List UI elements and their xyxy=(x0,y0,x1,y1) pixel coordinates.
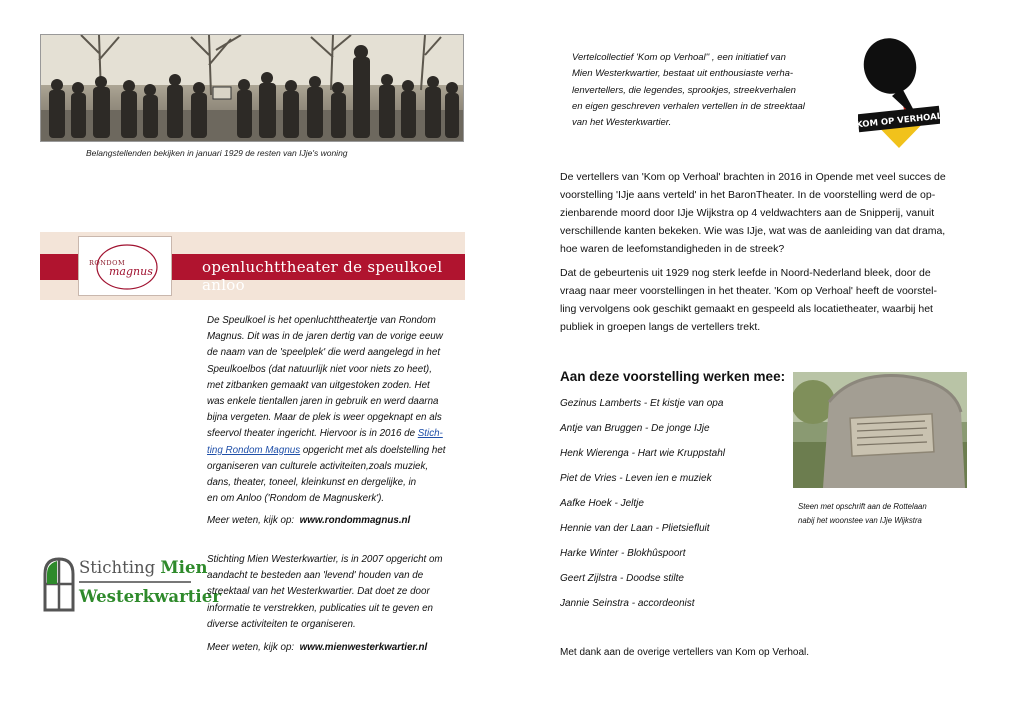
photo-caption: Belangstellenden bekijken in januari 1929 de resten van IJje's woning xyxy=(86,148,348,158)
cast-item: Piet de Vries - Leven ien e muziek xyxy=(560,473,712,484)
historic-crowd-photo xyxy=(40,34,464,142)
memorial-stone-photo xyxy=(793,372,967,488)
rondommagnus-url[interactable]: www.rondommagnus.nl xyxy=(299,515,411,526)
stichting-mien-logo: Stichting Mien Westerkwartier xyxy=(42,556,192,612)
meer-weten-mien: Meer weten, kijk op: www.mienwesterkwartier.nl xyxy=(207,642,428,653)
cast-item: Antje van Bruggen - De jonge IJje xyxy=(560,423,710,434)
cast-heading: Aan deze voorstelling werken mee: xyxy=(560,369,786,384)
kom-op-verhoal-logo xyxy=(858,36,940,154)
cast-item: Jannie Seinstra - accordeonist xyxy=(560,598,695,609)
speulkoel-paragraph: De Speulkoel is het openluchttheatertje van Rondom Magnus. Dit was in de jaren dertig van de vorige eeuw de naam van de 'speelplek' die werd aangelegd in het Speulkoelbos (dat natuurlijk niet voor niets zo heet), met zitbanken gemaakt van uitgestoken zoden. Het was enkele tientallen jaren in gebruik en werd daarna bijna vergeten. Maar de plek is weer opgeknapt en als sfeervol theater ingericht. Hiervoor is in 2016 de Stich- ting Rondom Magnus opgericht met als doelstelling het organiseren van culturele activiteiten,zoals muziek, dans, theater, toneel, kleinkunst en dergelijke, in en om Anloo ('Rondom de Magnuskerk'). xyxy=(207,315,446,505)
rondom-magnus-link[interactable]: Stich- xyxy=(417,428,443,440)
svg-text:KOM OP VERHOAL: KOM OP VERHOAL xyxy=(858,111,940,131)
thanks-line: Met dank aan de overige vertellers van Kom op Verhoal. xyxy=(560,647,810,658)
cast-item: Harke Winter - Blokhûspoort xyxy=(560,548,686,559)
banner-title: openluchttheater de speulkoel anloo xyxy=(202,258,443,294)
rondom-magnus-logo: RONDOM magnus xyxy=(78,236,172,296)
speulkoel-banner xyxy=(40,232,465,300)
cast-item: Geert Zijlstra - Doodse stilte xyxy=(560,573,684,584)
cast-item: Gezinus Lamberts - Et kistje van opa xyxy=(560,398,724,409)
cast-item: Henk Wierenga - Hart wie Kruppstahl xyxy=(560,448,725,459)
meer-weten-rondom: Meer weten, kijk op: www.rondommagnus.nl xyxy=(207,515,411,526)
rondom-magnus-link-cont[interactable]: ting Rondom Magnus xyxy=(207,444,301,456)
mien-paragraph: Stichting Mien Westerkwartier, is in 2007 opgericht om aandacht te besteden aan 'levend' houden van de streektaal van het Westerkwartier. Dat doet ze door informatie te verstrekken, publicaties uit te geven en diverse activiteiten te organiseren. xyxy=(207,554,443,630)
body-paragraph-2: Dat de gebeurtenis uit 1929 nog sterk leefde in Noord-Nederland bleek, door de vraag naar meer voorstellingen in het theater. 'Kom op Verhoal' heeft de voorstel- ling vervolgens ook geschikt gemaakt en gespeeld als locatietheater, waarbij het publiek in groepen langs de vertellers trekt. xyxy=(560,267,937,333)
cast-item: Aafke Hoek - Jeltje xyxy=(560,498,644,509)
cast-item: Hennie van der Laan - Plietsiefluit xyxy=(560,523,710,534)
body-paragraph-1: De vertellers van 'Kom op Verhoal' brachten in 2016 in Opende met veel succes de voorstelling 'IJje aans verteld' in het BaronTheater. In de voorstelling werd de op- zienbarende moord door IJje Wijkstra op 4 veldwachters aan de Snipperij, vanuit verschillende kanten bekeken. Wie was IJje, wat was de aanleiding van dat drama, hoe waren de leefomstandigheden in de streek? xyxy=(560,171,946,255)
mienwesterkwartier-url[interactable]: www.mienwesterkwartier.nl xyxy=(299,642,428,653)
intro-paragraph: Vertelcollectief 'Kom op Verhoal'' , een initiatief van Mien Westerkwartier, bestaat uit enthousiaste verha- lenvertellers, die legendes, sprookjes, streekverhalen en eigen geschreven verhalen vertellen in de streektaal van het Westerkwartier. xyxy=(572,52,805,129)
window-icon xyxy=(42,556,76,612)
memorial-caption: Steen met opschrift aan de Rottelaan nabij het woonstee van IJje Wijkstra xyxy=(798,502,927,525)
